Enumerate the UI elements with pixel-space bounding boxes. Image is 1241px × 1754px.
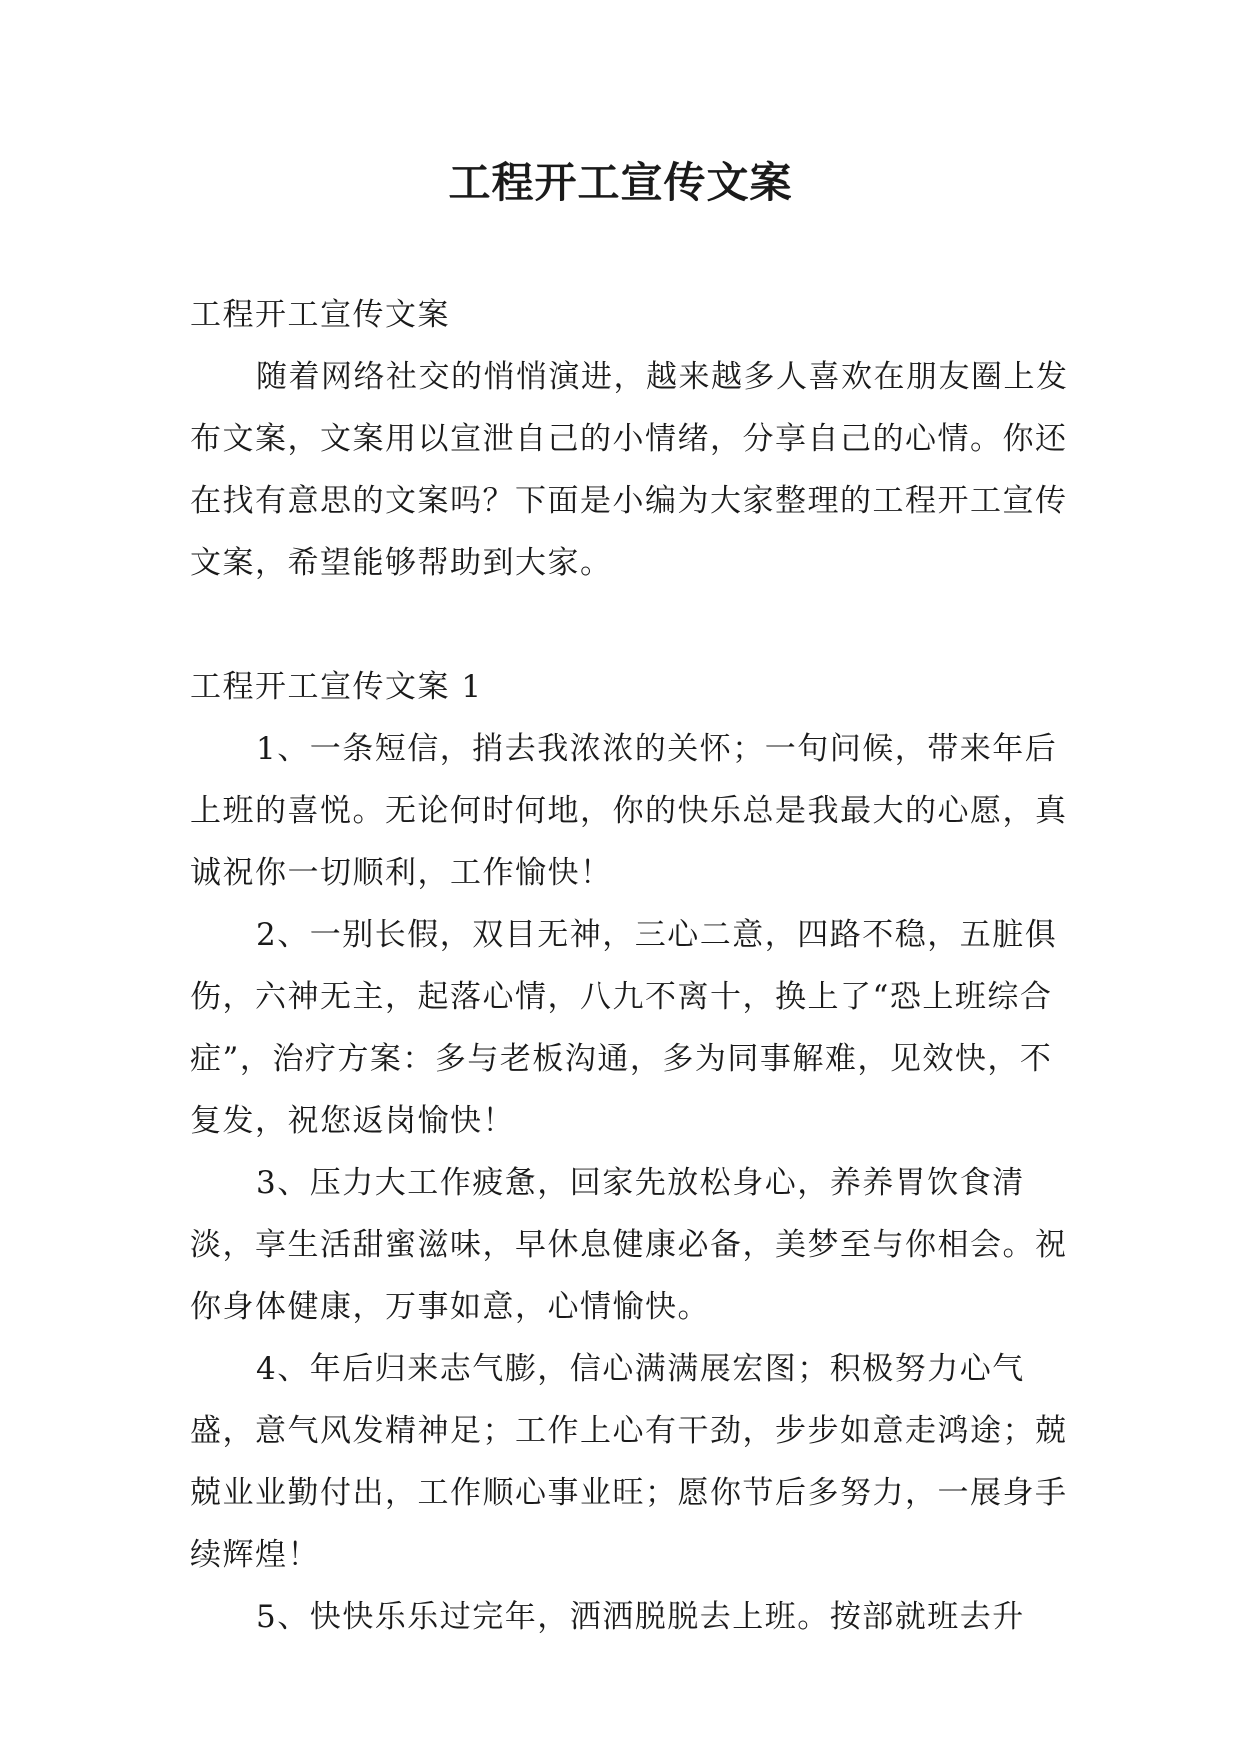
- list-item: 4、年后归来志气膨，信心满满展宏图；积极努力心气盛，意气风发精神足；工作上心有干劲，步步如意走鸿途；兢兢业业勤付出，工作顺心事业旺；愿你节后多努力，一展身手续辉煌！: [190, 1351, 1068, 1573]
- document-title: 工程开工宣传文案: [448, 158, 793, 207]
- list-item: 1、一条短信，捎去我浓浓的关怀；一句问候，带来年后上班的喜悦。无论何时何地，你的快乐总是我最大的心愿，真诚祝你一切顺利，工作愉快！: [190, 731, 1068, 891]
- document-subtitle: 工程开工宣传文案: [190, 297, 450, 333]
- document-body: [190, 284, 1070, 1648]
- list-item: 2、一别长假，双目无神，三心二意，四路不稳，五脏俱伤，六神无主，起落心情，八九不离十，换上了“恐上班综合症”，治疗方案：多与老板沟通，多为同事解难，见效快，不复发，祝您返岗愉快！: [190, 917, 1058, 1139]
- list-item: 3、压力大工作疲惫，回家先放松身心，养养胃饮食清淡，享生活甜蜜滋味，早休息健康必备，美梦至与你相会。祝你身体健康，万事如意，心情愉快。: [190, 1165, 1068, 1325]
- section-heading: 工程开工宣传文案 1: [190, 669, 483, 705]
- list-item: 5、快快乐乐过完年，洒洒脱脱去上班。按部就班去升: [256, 1599, 1025, 1635]
- intro-paragraph: 随着网络社交的悄悄演进，越来越多人喜欢在朋友圈上发布文案，文案用以宣泄自己的小情绪，分享自己的心情。你还在找有意思的文案吗？下面是小编为大家整理的工程开工宣传文案，希望能够帮助到大家。: [190, 359, 1069, 581]
- paragraph-spacer: [190, 594, 1070, 656]
